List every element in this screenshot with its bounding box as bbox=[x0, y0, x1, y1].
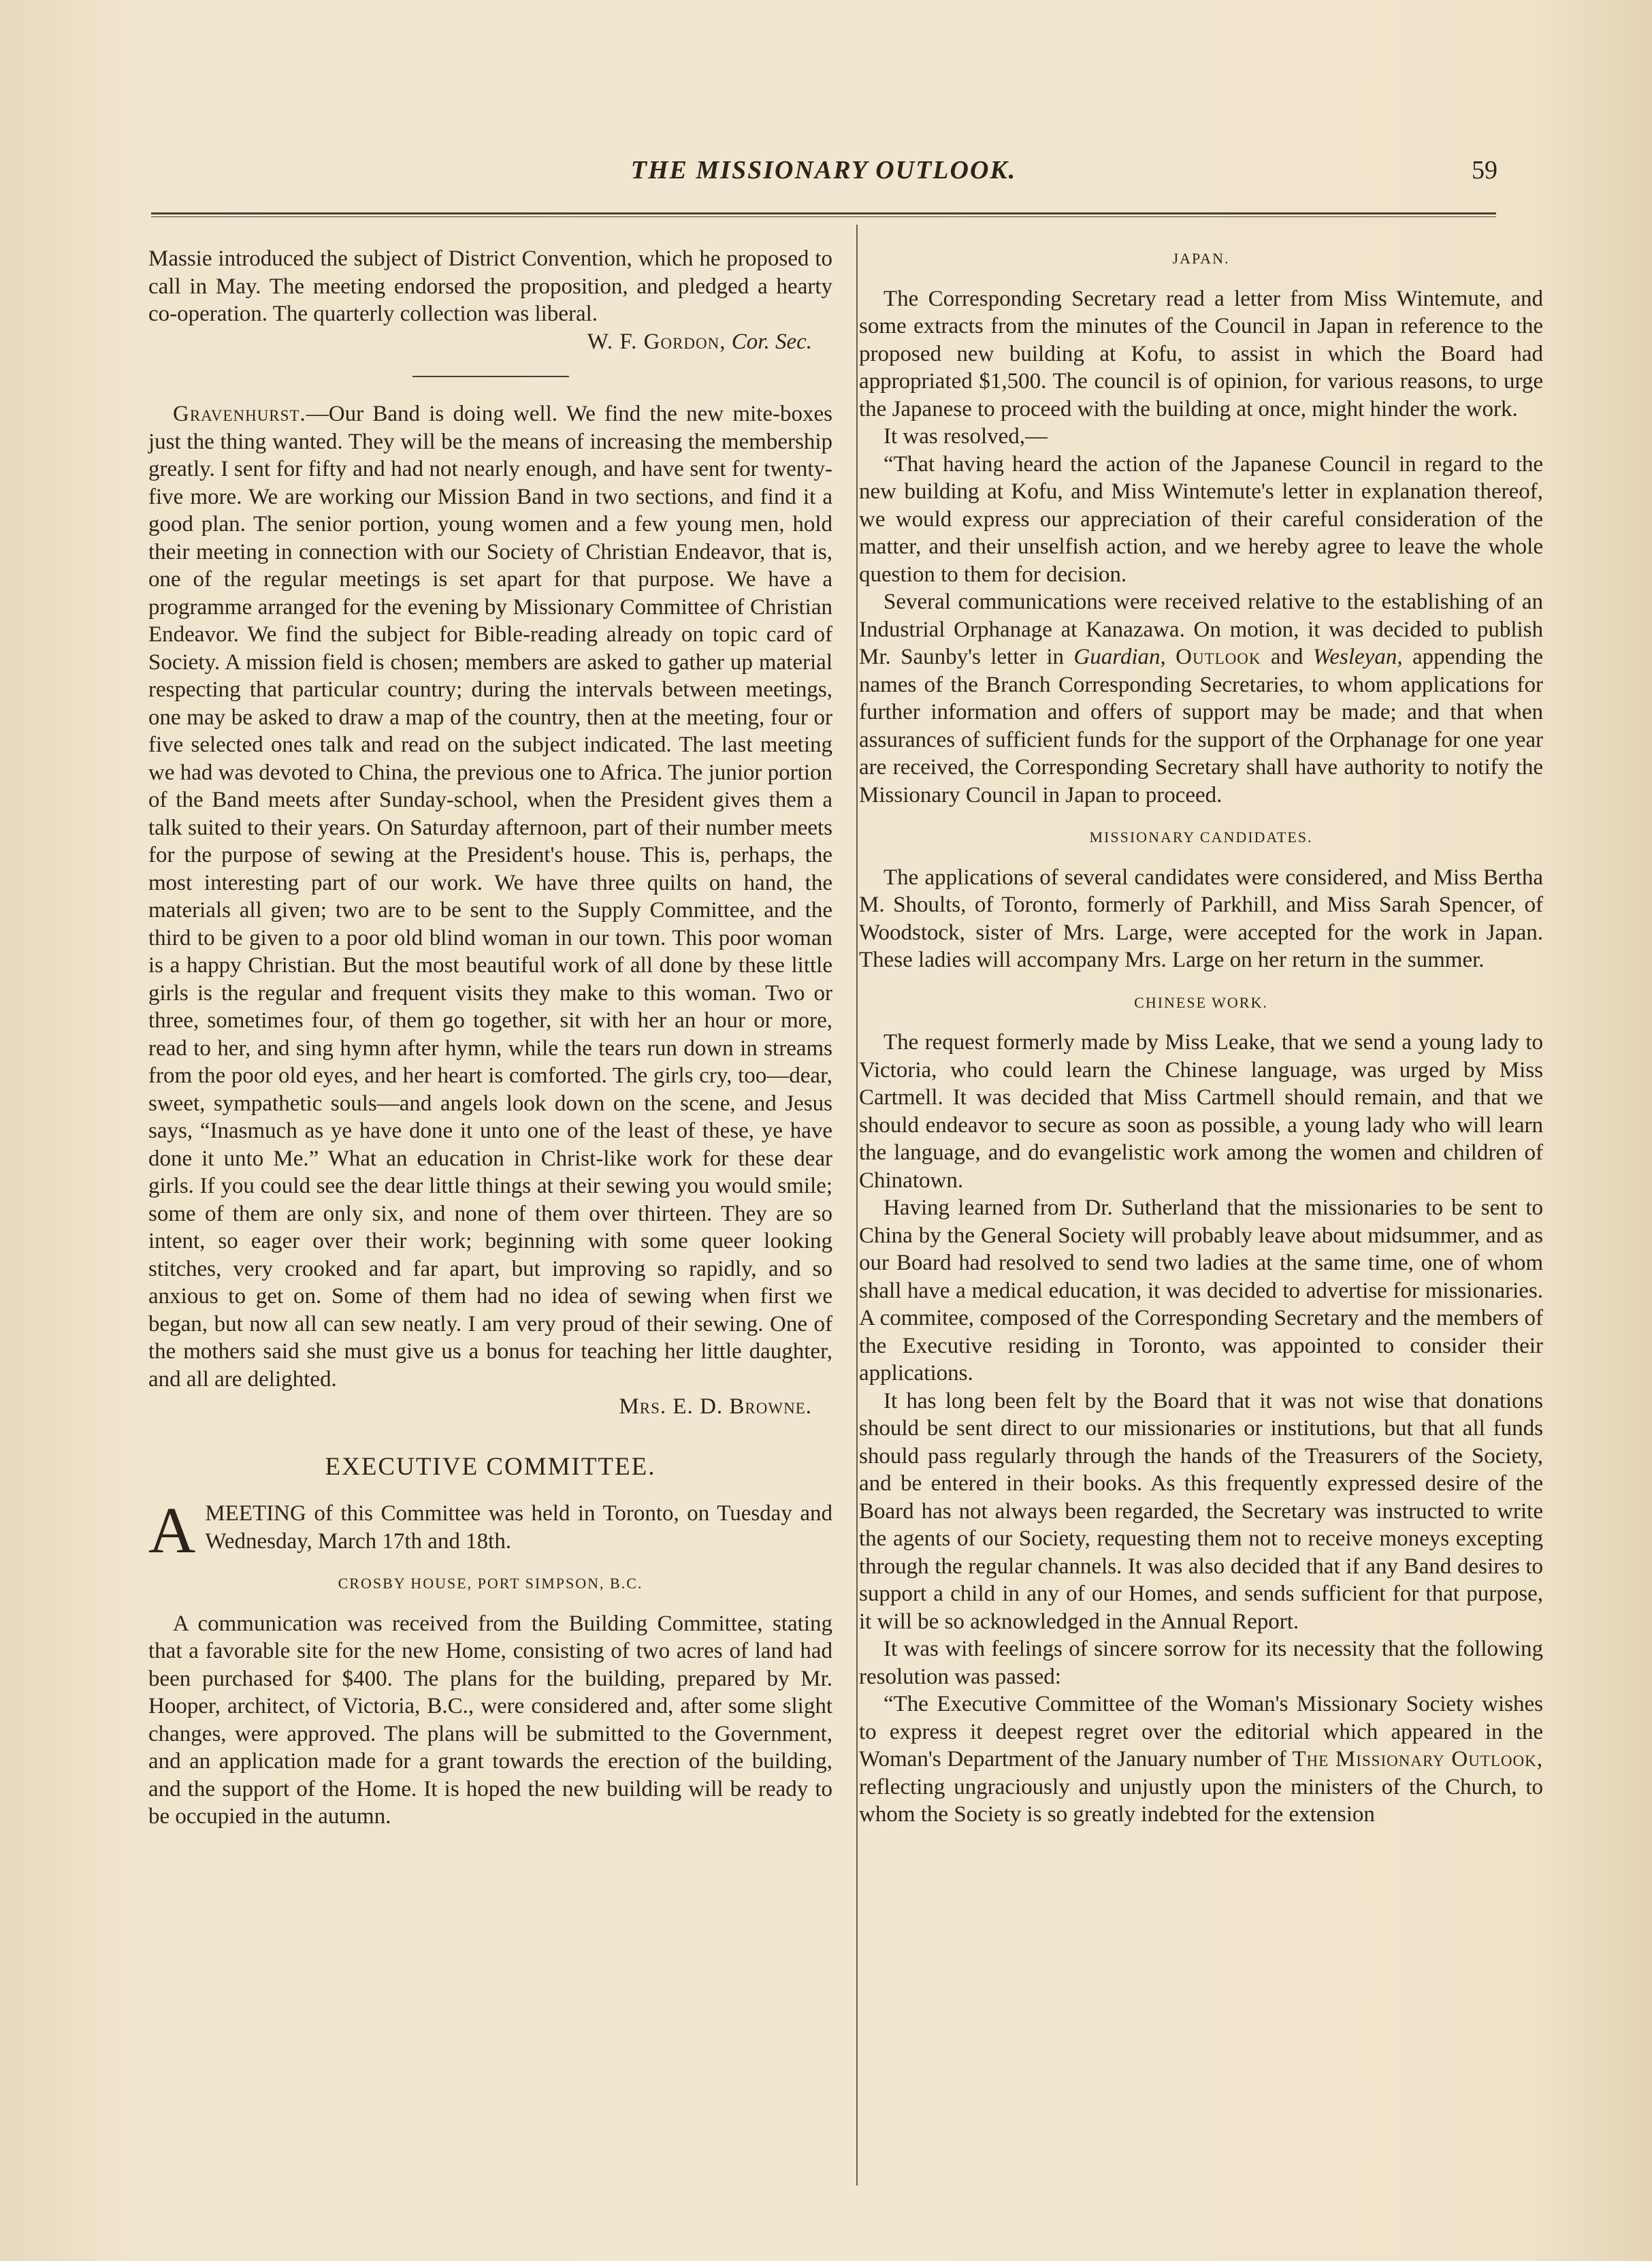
page-header bbox=[150, 155, 1497, 196]
intro-paragraph: Massie introduced the subject of District Convention, which he proposed to call in May. The meeting endorsed the proposition, and pledged a hearty co-operation. The quarterly collection was liberal. bbox=[148, 246, 832, 326]
right-column bbox=[859, 245, 1543, 1829]
orphanage-paragraph bbox=[859, 588, 1543, 809]
japan-paragraph: The Corresponding Secretary read a letter from Miss Wintemute, and some extracts from the minutes of the Council in Japan in reference to the proposed new building at Kofu, to assist in which the Board had appropriated $1,500. The council is of opinion, for various reasons, to urge the Japanese to proceed with the building at once, might hinder the work. bbox=[859, 286, 1543, 421]
section-separator bbox=[412, 376, 569, 377]
chinese-work-paragraph-2: Having learned from Dr. Sutherland that the missionaries to be sent to China by the General Society will probably leave about midsummer, and as our Board had resolved to send two ladies at the same time, one of whom shall have a medical education, it was decided to advertise for missionaries. A commitee, composed of the Corresponding Secretary and the members of the Executive residing in Toronto, was appointed to consider their applications. bbox=[859, 1196, 1543, 1385]
resolved-line: It was resolved,— bbox=[884, 424, 1048, 449]
left-column bbox=[148, 245, 832, 1831]
chinese-work-heading: CHINESE WORK. bbox=[1134, 993, 1268, 1011]
missionary-outlook-title: The Missionary Outlook, bbox=[1292, 1747, 1543, 1771]
executive-committee-heading: EXECUTIVE COMMITTEE. bbox=[325, 1452, 656, 1481]
intro-signature-name: W. F. Gordon, bbox=[587, 329, 726, 354]
gravenhurst-signature bbox=[148, 1393, 832, 1421]
japan-heading: JAPAN. bbox=[1172, 250, 1230, 267]
meeting-paragraph bbox=[148, 1494, 832, 1567]
wesleyan-title: Wesleyan, bbox=[1312, 645, 1403, 669]
orphanage-and: and bbox=[1270, 645, 1303, 669]
gravenhurst-text: —Our Band is doing well. We find the new mite-boxes just the thing wanted. They will be the means of increasing the membership greatly. I sent for fifty and had not nearly enough, and have sent for twenty-five more. We are working our Mission Band in two sections, and find it a good plan. The senior portion, young women and a few young men, hold their meeting in connection with our Society of Christian Endeavor, that is, one of the regular meetings is set apart for that purpose. We have a programme arranged for the evening by Missionary Committee of Christian Endeavor. We find the subject for Bible-reading already on topic card of Society. A mission field is chosen; members are asked to gather up material respecting that particular country; during the intervals between meetings, one may be asked to draw a map of the country, then at the meeting, four or five selected ones talk and read on the subject indicated. The last meeting we had was devoted to China, the previous one to Africa. The junior portion of the Band meets after Sunday-school, when the President gives them a talk suited to their years. On Saturday afternoon, part of their number meets for the purpose of sewing at the President's house. This is, perhaps, the most interesting part of our work. We have three quilts on hand, the materials all given; two are to be sent to the Supply Committee, and the third to be given to a poor old blind woman in our town. This poor woman is a happy Christian. But the most beautiful work of all done by these little girls is the regular and frequent visits they make to this woman. Two or three, sometimes four, of them go together, sit with her an hour or more, read to her, and sing hymn after hymn, while the tears run down in streams from the poor old eyes, and her heart is comforted. The girls cry, too—dear, sweet, sympathetic souls—and angels look down on the scene, and Jesus says, “Inasmuch as ye have done it unto one of the least of these, ye have done it unto Me.” What an education in Christ-like work for these dear girls. If you could see the dear little things at their sewing you would smile; some of them are only six, and none of them over thirteen. They are so intent, so eager over their work; beginning with some queer looking stitches, very crooked and far apart, but improving so rapidly, and so anxious to get on. Some of them had no idea of sewing when first we began, but now all can sew neatly. I am very proud of their sewing. One of the mothers said she must give us a bonus for teaching her little daughter, and all are delighted. bbox=[148, 402, 832, 1392]
drop-cap-letter: A bbox=[148, 1494, 196, 1567]
candidates-paragraph: The applications of several candidates were considered, and Miss Bertha M. Shoults, of Toronto, formerly of Parkhill, and Miss Sarah Spencer, of Woodstock, sister of Mrs. Large, were accepted for the work in Japan. These ladies will accompany Mrs. Large on her return in the summer. bbox=[859, 865, 1543, 972]
sorrow-paragraph: It was with feelings of sincere sorrow for its necessity that the following resolution was passed: bbox=[859, 1637, 1543, 1689]
final-resolution-start: “The Executive Committee of the Woman's Missionary Society wishes to express it deepest regret over the editorial which appeared in the Woman's Department of the January number of bbox=[859, 1692, 1543, 1771]
header-rule bbox=[151, 212, 1496, 217]
final-resolution-end: reflecting ungraciously and unjustly upon the ministers of the Church, to whom the Society is so greatly indebted for the extension bbox=[859, 1774, 1543, 1827]
running-title: THE MISSIONARY OUTLOOK. bbox=[630, 156, 1017, 185]
meeting-text: MEETING of this Committee was held in Toronto, on Tuesday and Wednesday, March 17th and 18th. bbox=[205, 1501, 832, 1554]
outlook-title: Outlook bbox=[1176, 645, 1261, 669]
crosby-house-paragraph: A communication was received from the Building Committee, stating that a favorable site for the new Home, consisting of two acres of land had been purchased for $400. The plans for the building, prepared by Mr. Hooper, architect, of Victoria, B.C., were considered and, after some slight changes, were approved. The plans will be submitted to the Government, and an application made for a grant towards the erection of the building, and the support of the Home. It is hoped the new building will be ready to be occupied in the autumn. bbox=[148, 1611, 832, 1829]
gravenhurst-signature-name: Mrs. E. D. Browne. bbox=[619, 1394, 812, 1419]
guardian-title: Guardian, bbox=[1073, 645, 1166, 669]
final-resolution-paragraph bbox=[859, 1690, 1543, 1829]
orphanage-text-start: Several communications were received relative to the establishing of an Industrial Orphanage at Kanazawa. On motion, it was decided to publish Mr. Saunby's letter in bbox=[859, 590, 1543, 669]
page-number: 59 bbox=[1472, 156, 1497, 185]
column-divider bbox=[856, 225, 858, 2185]
chinese-work-paragraph-1: The request formerly made by Miss Leake, that we send a young lady to Victoria, who could learn the Chinese language, was urged by Miss Cartmell. It was decided that Miss Cartmell should remain, and that we should endeavor to secure as soon as possible, a young lady who will learn the language, and do evangelistic work among the women and children of Chinatown. bbox=[859, 1030, 1543, 1193]
donations-paragraph: It has long been felt by the Board that it was not wise that donations should be sent direct to our missionaries or institutions, but that all funds should pass regularly through the hands of the Treasurers of the Society, and be entered in their books. As this frequently expressed desire of the Board has not always been regarded, the Secretary was instructed to write the agents of our Society, requesting them not to receive moneys excepting through the regular channels. It was also decided that if any Band desires to support a child in any of our Homes, and sends sufficient for that purpose, it will be so acknowledged in the Annual Report. bbox=[859, 1388, 1543, 1634]
missionary-candidates-heading: MISSIONARY CANDIDATES. bbox=[1089, 829, 1313, 846]
intro-signature bbox=[148, 328, 832, 356]
gravenhurst-label: Gravenhurst. bbox=[173, 402, 306, 426]
crosby-house-heading: CROSBY HOUSE, PORT SIMPSON, B.C. bbox=[338, 1575, 643, 1592]
gravenhurst-report bbox=[148, 400, 832, 1393]
intro-signature-title: Cor. Sec. bbox=[731, 329, 812, 354]
japan-resolution: “That having heard the action of the Japanese Council in regard to the new building at Kofu, and Miss Wintemute's letter in explanation thereof, we would express our appreciation of their careful consideration of the matter, and their unselfish action, and we hereby agree to leave the whole question to them for decision. bbox=[859, 451, 1543, 587]
orphanage-text-end: appending the names of the Branch Corresponding Secretaries, to whom applications for further information and offers of support may be made; and that when assurances of sufficient funds for the support of the Orphanage for one year are received, the Corresponding Secretary shall have authority to notify the Missionary Council in Japan to proceed. bbox=[859, 645, 1544, 807]
